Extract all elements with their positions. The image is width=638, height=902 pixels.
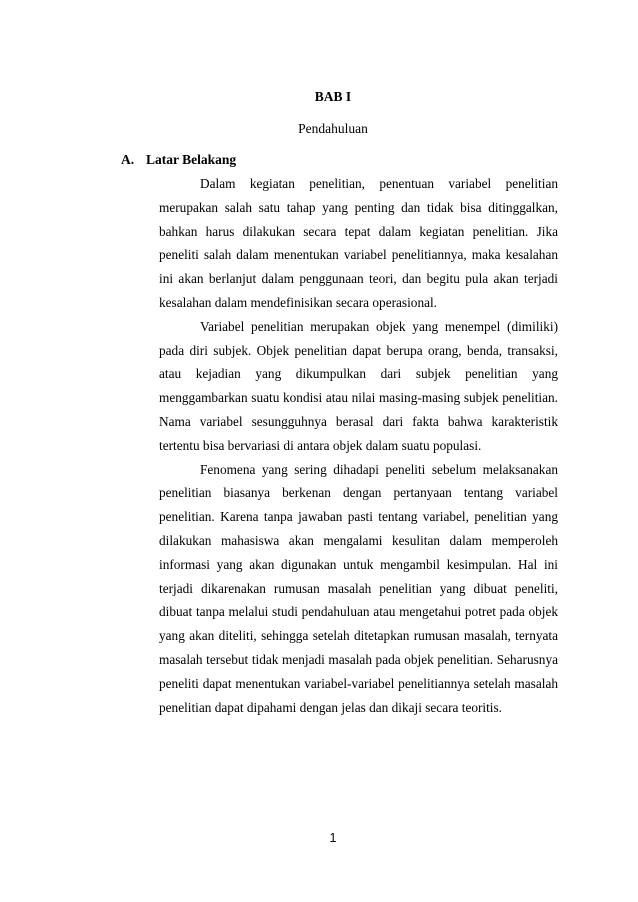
- paragraph-1: Dalam kegiatan penelitian, penentuan variabel penelitian merupakan salah satu tahap yang penting dan tidak bisa ditinggalkan, bahkan harus dilakukan secara tepat dalam kegiatan penelitian. Jika peneliti salah dalam menentukan variabel penelitiannya, maka kesalahan ini akan berlanjut dalam penggunaan teori, dan begitu pula akan terjadi kesalahan dalam mendefinisikan secara operasional.: [159, 176, 558, 310]
- chapter-title: BAB I: [314, 89, 352, 104]
- paragraph-3: Fenomena yang sering dihadapi peneliti sebelum melaksanakan penelitian biasanya berkenan dengan pertanyaan tentang variabel penelitian. Karena tanpa jawaban pasti tentang variabel, penelitian yang dilakukan mahasiswa akan mengalami kesulitan dalam memperoleh informasi yang akan digunakan untuk mengambil kesimpulan. Hal ini terjadi dikarenakan rumusan masalah penelitian yang dibuat peneliti, dibuat tanpa melalui studi pendahuluan atau mengetahui potret pada objek yang akan diteliti, sehingga setelah ditetapkan rumusan masalah, ternyata masalah tersebut tidak menjadi masalah pada objek penelitian. Seharusnya peneliti dapat menentukan variabel-variabel penelitiannya setelah masalah penelitian dapat dipahami dengan jelas dan dikaji secara teoritis.: [159, 461, 558, 715]
- section-heading: [121, 151, 236, 169]
- paragraph-2: Variabel penelitian merupakan objek yang menempel (dimiliki) pada diri subjek. Objek penelitian dapat berupa orang, benda, transaksi, atau kejadian yang dikumpulkan dari subjek penelitian yang menggambarkan suatu kondisi atau nilai masing-masing subjek penelitian. Nama variabel sesungguhnya berasal dari fakta bahwa karakteristik tertentu bisa bervariasi di antara objek dalam suatu populasi.: [159, 318, 558, 453]
- chapter-subtitle: Pendahuluan: [298, 121, 368, 136]
- section-number: A.: [121, 152, 135, 167]
- body-text: [159, 172, 558, 719]
- section-heading-text: Latar Belakang: [146, 152, 237, 167]
- page-number: 1: [329, 831, 337, 845]
